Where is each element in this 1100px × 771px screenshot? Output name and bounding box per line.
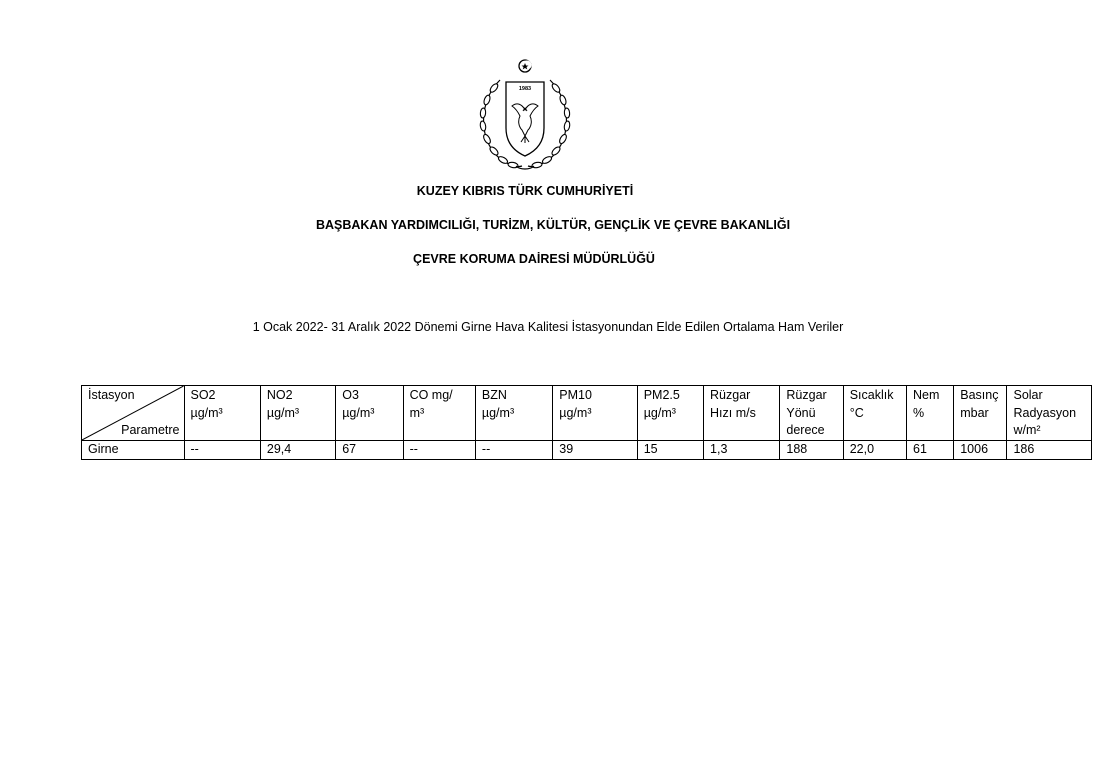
column-header-wind-direction: Rüzgar Yönü derece (780, 386, 843, 441)
value-cell-solar-radiation: 186 (1007, 441, 1092, 460)
column-header-temperature: Sıcaklık °C (843, 386, 906, 441)
table-header-row (82, 386, 1092, 441)
value-cell-wind-direction: 188 (780, 441, 843, 460)
header-ministry-title: BAŞBAKAN YARDIMCILIĞI, TURİZM, KÜLTÜR, GENÇLİK VE ÇEVRE BAKANLIĞI (315, 218, 791, 232)
column-header-no2: NO2 µg/m³ (260, 386, 335, 441)
header-country-title: KUZEY KIBRIS TÜRK CUMHURİYETİ (416, 184, 634, 198)
corner-parameter-label: Parametre (121, 422, 180, 437)
value-cell-so2: -- (184, 441, 260, 460)
table-row (82, 441, 1092, 460)
column-header-o3: O3 µg/m³ (336, 386, 403, 441)
corner-header-cell (82, 386, 185, 441)
value-cell-bzn: -- (475, 441, 552, 460)
value-cell-pm10: 39 (553, 441, 637, 460)
air-quality-table (81, 385, 1092, 460)
column-header-pressure: Basınç mbar (954, 386, 1007, 441)
value-cell-wind-speed: 1,3 (704, 441, 780, 460)
value-cell-pm25: 15 (637, 441, 703, 460)
value-cell-co: -- (403, 441, 475, 460)
column-header-bzn: BZN µg/m³ (475, 386, 552, 441)
column-header-co: CO mg/ m³ (403, 386, 475, 441)
emblem-year: 1983 (518, 86, 532, 92)
column-header-pm10: PM10 µg/m³ (553, 386, 637, 441)
station-name-cell: Girne (82, 441, 185, 460)
column-header-humidity: Nem % (907, 386, 954, 441)
column-header-wind-speed: Rüzgar Hızı m/s (704, 386, 780, 441)
report-subtitle: 1 Ocak 2022- 31 Aralık 2022 Dönemi Girne Hava Kalitesi İstasyonundan Elde Edilen Ortalama Ham Veriler (252, 320, 844, 334)
state-emblem-logo (470, 58, 580, 174)
column-header-pm25: PM2.5 µg/m³ (637, 386, 703, 441)
value-cell-temperature: 22,0 (843, 441, 906, 460)
value-cell-o3: 67 (336, 441, 403, 460)
value-cell-no2: 29,4 (260, 441, 335, 460)
header-department-title: ÇEVRE KORUMA DAİRESİ MÜDÜRLÜĞÜ (413, 252, 655, 266)
corner-station-label: İstasyon (88, 388, 135, 402)
value-cell-humidity: 61 (907, 441, 954, 460)
column-header-so2: SO2 µg/m³ (184, 386, 260, 441)
column-header-solar-radiation: Solar Radyasyon w/m² (1007, 386, 1092, 441)
value-cell-pressure: 1006 (954, 441, 1007, 460)
